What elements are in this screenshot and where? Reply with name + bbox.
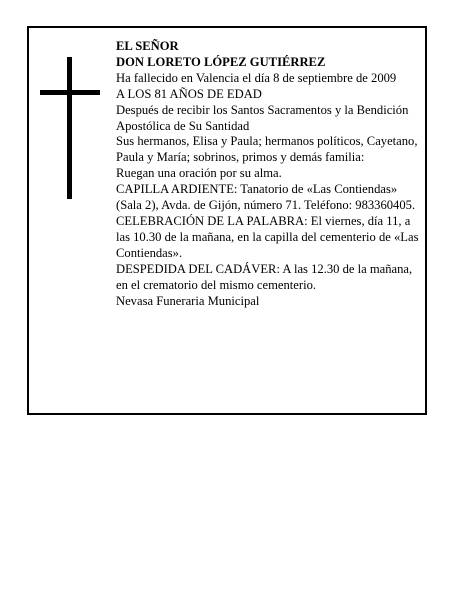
deceased-name: DON LORETO LÓPEZ GUTIÉRREZ bbox=[116, 54, 326, 69]
prayer-request: Ruegan una oración por su alma. bbox=[116, 166, 282, 181]
obituary-notice bbox=[27, 26, 427, 415]
farewell-info: DESPEDIDA DEL CADÁVER: A las 12.30 de la mañana, en el crematorio del mismo cementerio. bbox=[116, 261, 413, 292]
celebration-info: CELEBRACIÓN DE LA PALABRA: El viernes, día 11, a las 10.30 de la mañana, en la capilla del cementerio de «Las Contiendas». bbox=[116, 213, 419, 260]
sacraments-statement: Después de recibir los Santos Sacramentos y la Bendición Apostólica de Su Santidad bbox=[116, 102, 409, 133]
notice-text bbox=[116, 39, 426, 309]
cross-horizontal-bar bbox=[40, 90, 100, 95]
cross-icon bbox=[40, 57, 100, 199]
cross-vertical-bar bbox=[67, 57, 72, 199]
deceased-title: EL SEÑOR bbox=[116, 39, 179, 53]
family-statement: Sus hermanos, Elisa y Paula; hermanos políticos, Cayetano, Paula y María; sobrinos, primos y demás familia: bbox=[116, 134, 418, 165]
chapel-info: CAPILLA ARDIENTE: Tanatorio de «Las Contiendas» (Sala 2), Avda. de Gijón, número 71. Teléfono: 983360405. bbox=[116, 182, 416, 213]
age-statement: A LOS 81 AÑOS DE EDAD bbox=[116, 86, 262, 101]
death-statement: Ha fallecido en Valencia el día 8 de septiembre de 2009 bbox=[116, 70, 397, 85]
funeral-home: Nevasa Funeraria Municipal bbox=[116, 293, 260, 308]
